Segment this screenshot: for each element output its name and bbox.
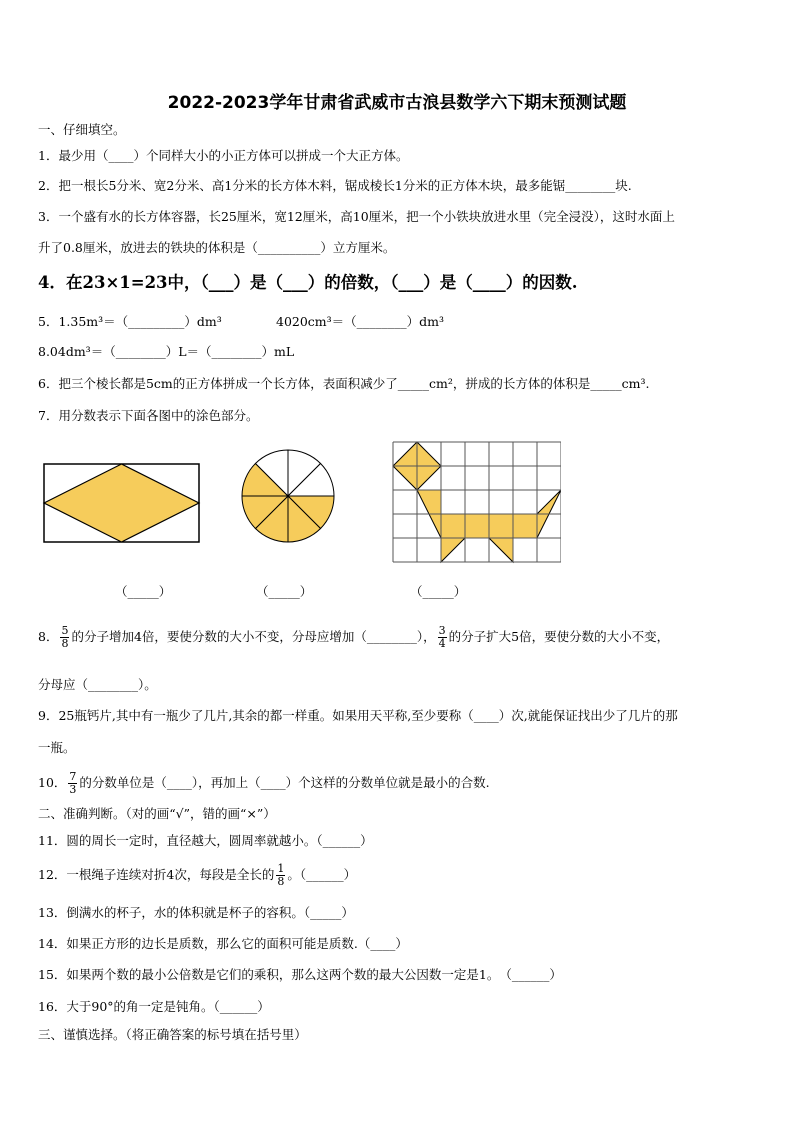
fraction-5-8: $\frac{5}{8}$ [61, 624, 69, 650]
question-3-line-1: 3．一个盛有水的长方体容器，长25厘米，宽12厘米，高10厘米，把一个小铁块放进水里（完全浸没），这时水面上 [38, 209, 675, 224]
figure-grid-shape [391, 440, 561, 572]
figure-1-answer-blank: （_____） [115, 584, 172, 599]
fraction-3-4: $\frac{3}{4}$ [438, 624, 446, 650]
shaded-triangle [489, 538, 513, 562]
question-12-text: 12．一根绳子连续对折4次，每段是全长的 [38, 867, 275, 882]
section-3-heading: 三、谨慎选择。（将正确答案的标号填在括号里） [38, 1027, 307, 1042]
question-12-blank: 。（______） [287, 867, 357, 882]
question-8-number: 8． [38, 629, 59, 644]
question-10-text: 的分数单位是（____），再加上（____）个这样的分数单位就是最小的合数. [79, 775, 490, 790]
question-5-part-1: 5．1.35m³＝（_________）dm³ [38, 314, 222, 329]
question-10 [38, 768, 490, 798]
question-10-number: 10． [38, 775, 67, 790]
question-4: 4．在23×1=23中，（___）是（___）的倍数，（___）是（____）的因数. [38, 273, 578, 292]
page-title: 2022-2023学年甘肃省武威市古浪县数学六下期末预测试题 [167, 93, 627, 113]
question-1: 1．最少用（____）个同样大小的小正方体可以拼成一个大正方体。 [38, 148, 409, 163]
question-8-line-2: 分母应（________）。 [38, 677, 157, 692]
question-13: 13．倒满水的杯子，水的体积就是杯子的容积。（_____） [38, 905, 354, 920]
section-2-heading: 二、准确判断。（对的画“√”，错的画“×”） [38, 806, 276, 821]
section-1-heading: 一、仔细填空。 [38, 122, 126, 137]
question-7: 7．用分数表示下面各图中的涂色部分。 [38, 408, 259, 423]
grid-shaded-shapes [393, 442, 561, 562]
fraction-1-8: $\frac{1}{8}$ [277, 862, 285, 888]
question-3-line-2: 升了0.8厘米，放进去的铁块的体积是（__________）立方厘米。 [38, 240, 396, 255]
question-9-line-1: 9．25瓶钙片,其中有一瓶少了几片,其余的都一样重。如果用天平称,至少要称（____）次,就能保证找出少了几片的那 [38, 708, 678, 723]
question-8-middle-text: 的分子增加4倍，要使分数的大小不变，分母应增加（________）， [71, 629, 436, 644]
question-5-part-2: 4020cm³＝（________）dm³ [276, 314, 445, 329]
question-12 [38, 860, 356, 890]
question-15: 15．如果两个数的最小公倍数是它们的乘积，那么这两个数的最大公因数一定是1。 （______） [38, 967, 562, 982]
question-9-line-2: 一瓶。 [38, 740, 76, 755]
question-11: 11．圆的周长一定时，直径越大，圆周率就越小。（______） [38, 833, 373, 848]
figure-2-answer-blank: （_____） [256, 584, 313, 599]
question-5-part-3: 8.04dm³＝（________）L＝（________）mL [38, 344, 295, 359]
figure-3-answer-blank: （_____） [410, 584, 467, 599]
question-14: 14．如果正方形的边长是质数，那么它的面积可能是质数.（____） [38, 936, 408, 951]
question-8-line-1 [38, 622, 669, 652]
shaded-triangle [441, 538, 465, 562]
question-6: 6．把三个棱长都是5cm的正方体拼成一个长方体，表面积减少了_____cm²，拼成的长方体的体积是_____cm³. [38, 376, 650, 391]
fraction-7-3: $\frac{7}{3}$ [69, 770, 77, 796]
figure-circle-sectors [238, 446, 338, 546]
question-8-tail-text: 的分子扩大5倍，要使分数的大小不变， [448, 629, 670, 644]
figure-rectangle-rhombus [42, 462, 202, 546]
question-2: 2．把一根长5分米、宽2分米、高1分米的长方体木料，锯成棱长1分米的正方体木块，最多能锯________块. [38, 178, 632, 193]
question-16: 16．大于90°的角一定是钝角。（______） [38, 999, 270, 1014]
